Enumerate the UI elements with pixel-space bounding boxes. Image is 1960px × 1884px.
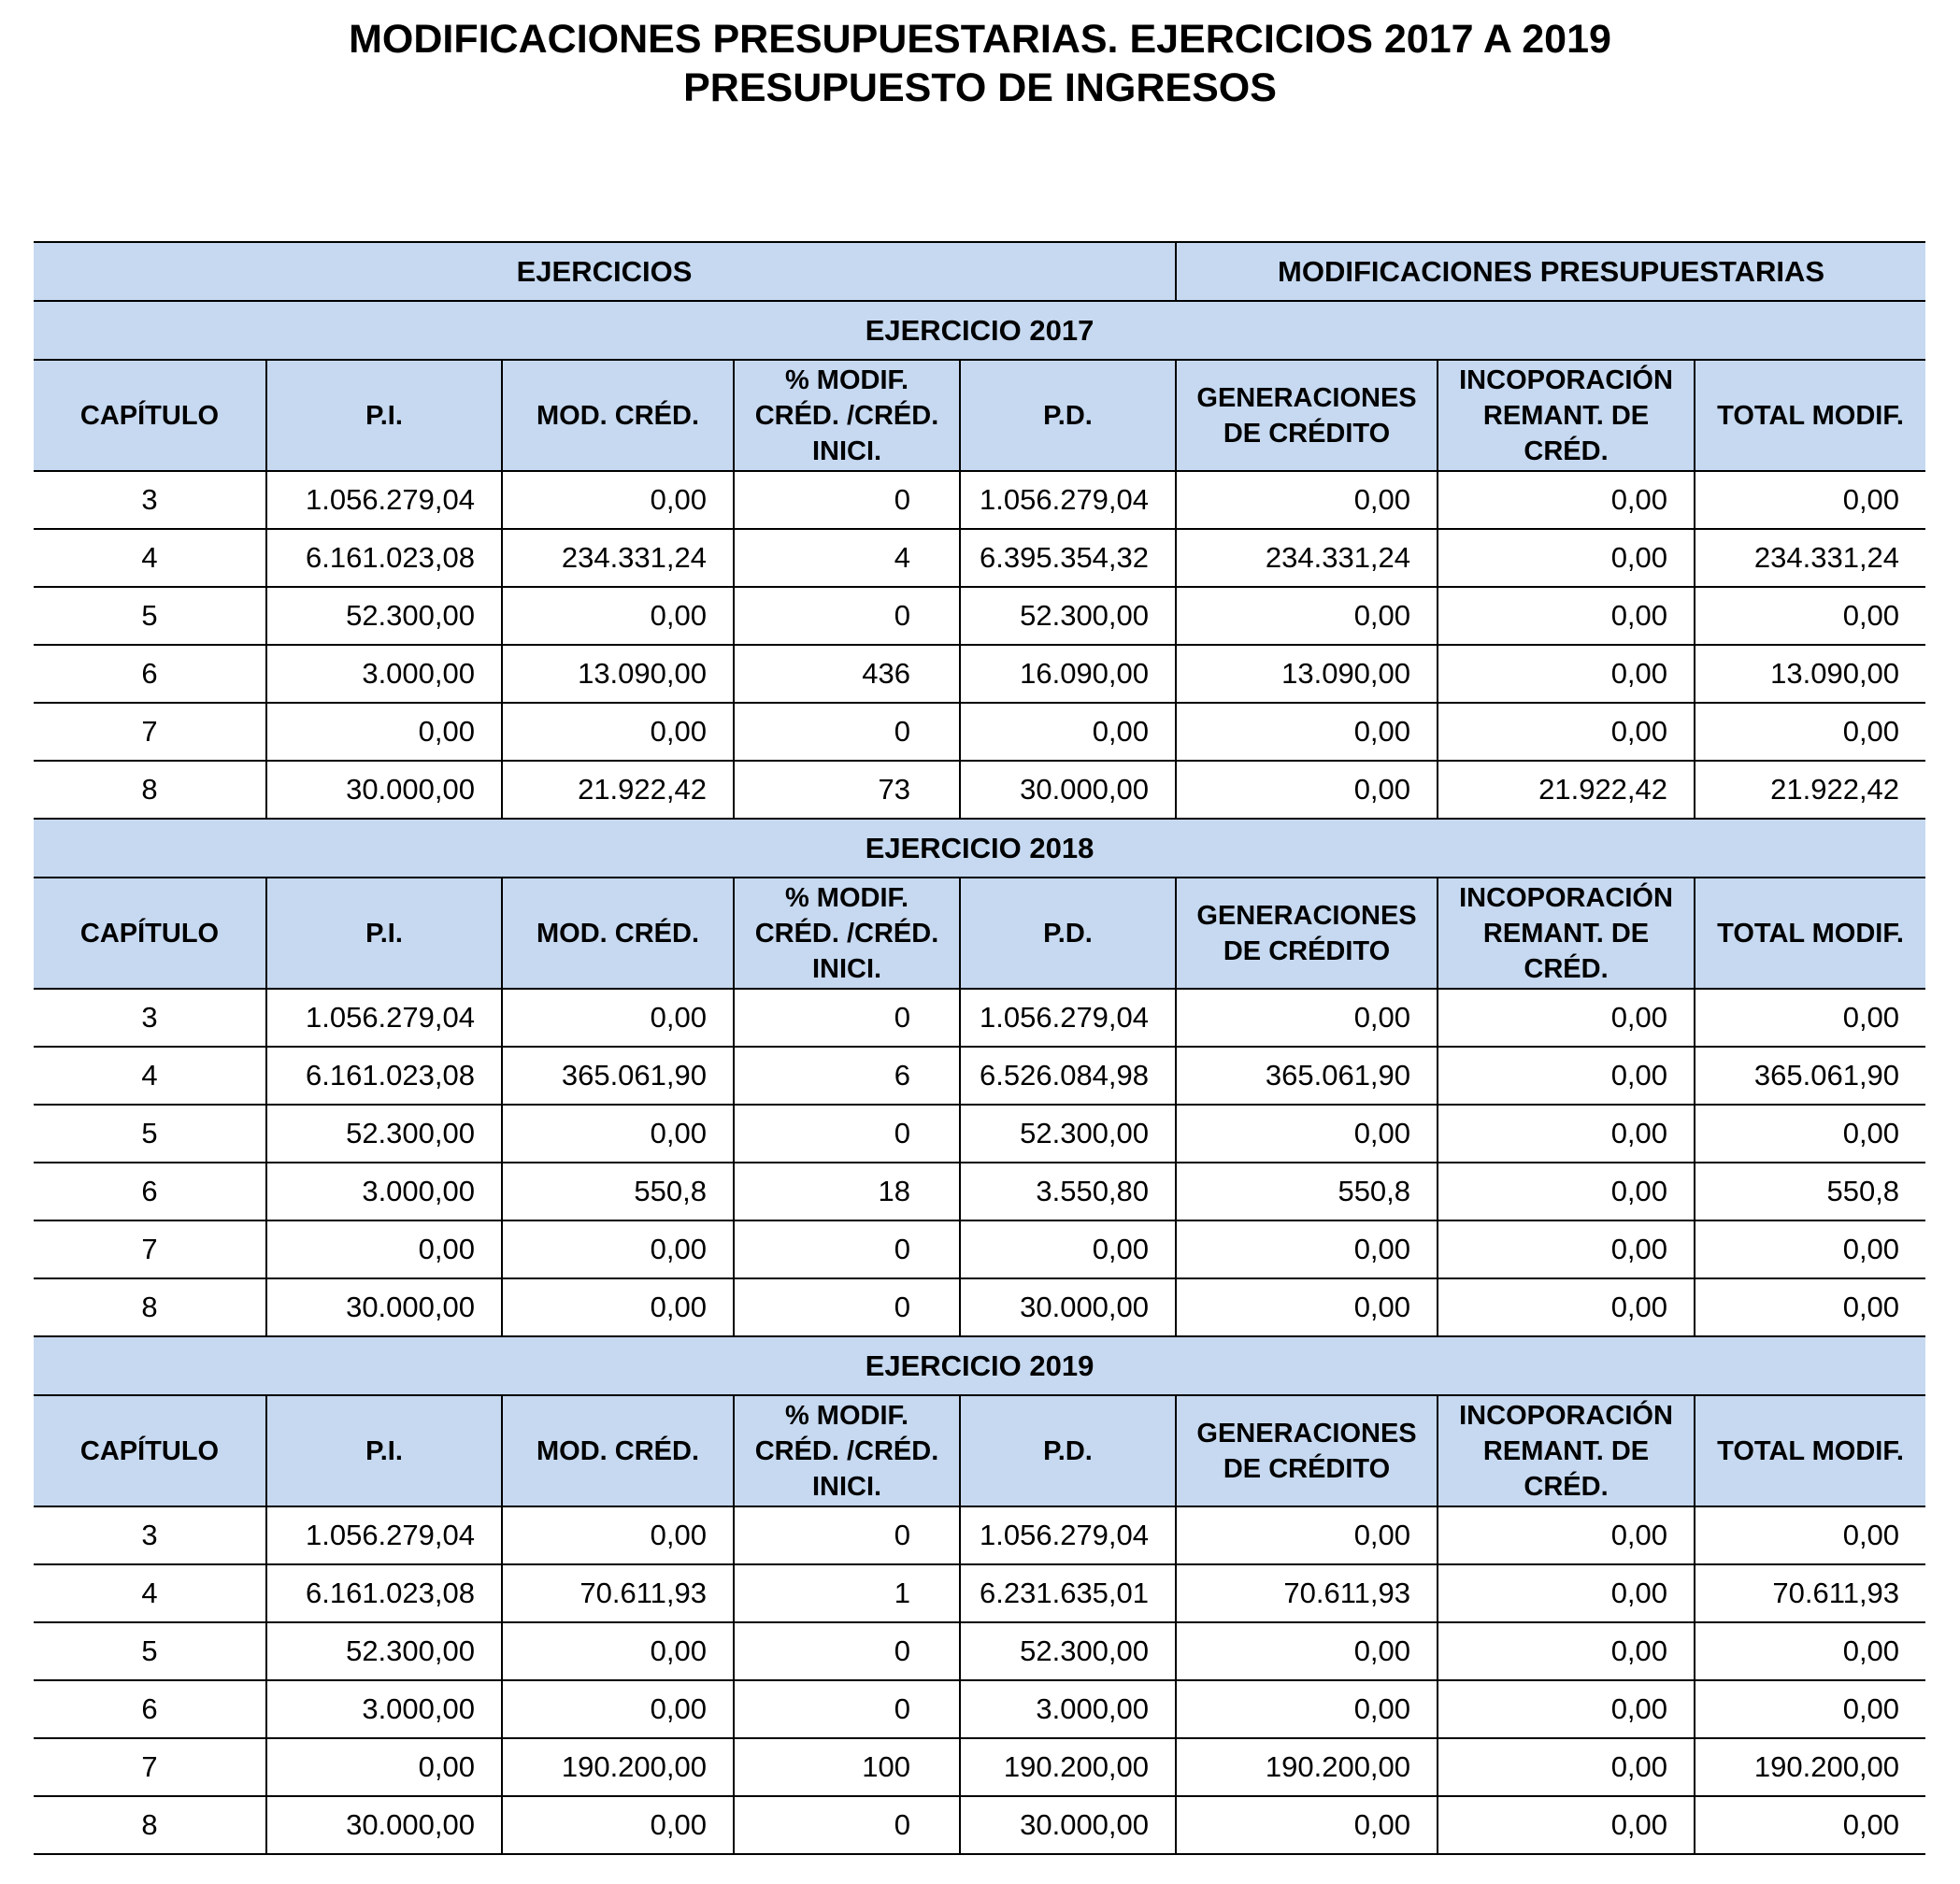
cell-capitulo: 6	[34, 645, 266, 703]
cell-pi: 1.056.279,04	[266, 471, 502, 529]
cell-generaciones: 0,00	[1176, 1796, 1438, 1854]
cell-capitulo: 4	[34, 529, 266, 587]
cell-generaciones: 0,00	[1176, 1506, 1438, 1564]
cell-mod-cred: 0,00	[502, 587, 734, 645]
col-pi: P.I.	[266, 878, 502, 989]
cell-generaciones: 0,00	[1176, 587, 1438, 645]
col-generaciones	[1176, 360, 1438, 471]
cell-generaciones: 0,00	[1176, 471, 1438, 529]
cell-pct-modif: 73	[734, 761, 960, 819]
cell-pd: 30.000,00	[960, 1796, 1176, 1854]
col-gen-line-1: GENERACIONES	[1196, 382, 1417, 413]
cell-total-modif: 70.611,93	[1695, 1564, 1925, 1622]
cell-total-modif: 0,00	[1695, 989, 1925, 1047]
cell-pi: 0,00	[266, 703, 502, 761]
cell-pi: 0,00	[266, 1220, 502, 1278]
cell-generaciones: 0,00	[1176, 989, 1438, 1047]
table-row	[34, 703, 1925, 761]
cell-pi: 30.000,00	[266, 1796, 502, 1854]
col-inc-line-2: REMANT. DE	[1482, 918, 1650, 949]
cell-mod-cred: 0,00	[502, 1506, 734, 1564]
year-label: EJERCICIO 2017	[34, 301, 1925, 360]
cell-incorporacion: 0,00	[1438, 1278, 1695, 1336]
cell-pct-modif: 0	[734, 1622, 960, 1680]
col-incorporacion	[1438, 360, 1695, 471]
cell-incorporacion: 0,00	[1438, 1105, 1695, 1163]
cell-capitulo: 7	[34, 703, 266, 761]
cell-pd: 6.231.635,01	[960, 1564, 1176, 1622]
cell-mod-cred: 0,00	[502, 1680, 734, 1738]
cell-generaciones: 0,00	[1176, 1105, 1438, 1163]
col-total-modif: TOTAL MODIF.	[1695, 1395, 1925, 1506]
col-incorporacion	[1438, 1395, 1695, 1506]
cell-mod-cred: 0,00	[502, 1796, 734, 1854]
cell-incorporacion: 0,00	[1438, 1163, 1695, 1220]
cell-mod-cred: 0,00	[502, 1622, 734, 1680]
cell-pi: 6.161.023,08	[266, 1564, 502, 1622]
cell-pd: 0,00	[960, 1220, 1176, 1278]
table-row	[34, 529, 1925, 587]
table-row	[34, 1278, 1925, 1336]
col-total-modif: TOTAL MODIF.	[1695, 360, 1925, 471]
cell-capitulo: 5	[34, 587, 266, 645]
col-inc-line-1: INCOPORACIÓN	[1459, 882, 1673, 913]
title-line-1: MODIFICACIONES PRESUPUESTARIAS. EJERCICIOS 2017 A 2019	[349, 17, 1611, 62]
cell-generaciones: 365.061,90	[1176, 1047, 1438, 1105]
cell-generaciones: 550,8	[1176, 1163, 1438, 1220]
column-header-row	[34, 360, 1925, 471]
cell-mod-cred: 0,00	[502, 989, 734, 1047]
cell-capitulo: 8	[34, 1278, 266, 1336]
cell-incorporacion: 0,00	[1438, 989, 1695, 1047]
col-pct-line-1: % MODIF.	[784, 364, 909, 395]
col-generaciones	[1176, 1395, 1438, 1506]
cell-pct-modif: 6	[734, 1047, 960, 1105]
cell-incorporacion: 0,00	[1438, 703, 1695, 761]
cell-pct-modif: 100	[734, 1738, 960, 1796]
cell-pct-modif: 0	[734, 1105, 960, 1163]
cell-incorporacion: 0,00	[1438, 645, 1695, 703]
col-gen-line-2: DE CRÉDITO	[1223, 935, 1391, 966]
cell-pct-modif: 0	[734, 471, 960, 529]
cell-pi: 3.000,00	[266, 645, 502, 703]
col-capitulo: CAPÍTULO	[34, 1395, 266, 1506]
col-pct-line-1: % MODIF.	[784, 1400, 909, 1431]
col-incorporacion	[1438, 878, 1695, 989]
cell-pct-modif: 18	[734, 1163, 960, 1220]
cell-pd: 30.000,00	[960, 1278, 1176, 1336]
col-pi: P.I.	[266, 1395, 502, 1506]
cell-pi: 52.300,00	[266, 1105, 502, 1163]
cell-pi: 52.300,00	[266, 1622, 502, 1680]
cell-total-modif: 0,00	[1695, 1105, 1925, 1163]
col-pct-line-2: CRÉD. /CRÉD.	[754, 400, 939, 431]
cell-pct-modif: 0	[734, 1796, 960, 1854]
cell-total-modif: 0,00	[1695, 587, 1925, 645]
cell-mod-cred: 0,00	[502, 471, 734, 529]
cell-total-modif: 13.090,00	[1695, 645, 1925, 703]
cell-total-modif: 0,00	[1695, 1220, 1925, 1278]
cell-pct-modif: 1	[734, 1564, 960, 1622]
cell-pct-modif: 436	[734, 645, 960, 703]
col-gen-line-1: GENERACIONES	[1196, 900, 1417, 931]
cell-incorporacion: 0,00	[1438, 471, 1695, 529]
top-header-row	[34, 242, 1925, 301]
cell-pi: 3.000,00	[266, 1163, 502, 1220]
cell-generaciones: 0,00	[1176, 1278, 1438, 1336]
cell-pd: 52.300,00	[960, 587, 1176, 645]
cell-pd: 1.056.279,04	[960, 1506, 1176, 1564]
cell-pd: 16.090,00	[960, 645, 1176, 703]
cell-pct-modif: 0	[734, 587, 960, 645]
col-pi: P.I.	[266, 360, 502, 471]
cell-total-modif: 0,00	[1695, 1622, 1925, 1680]
cell-pd: 0,00	[960, 703, 1176, 761]
header-ejercicios: EJERCICIOS	[34, 242, 1176, 301]
year-band-2018	[34, 819, 1925, 878]
cell-incorporacion: 0,00	[1438, 1622, 1695, 1680]
table-row	[34, 1047, 1925, 1105]
year-band-2017	[34, 301, 1925, 360]
col-mod-cred: MOD. CRÉD.	[502, 360, 734, 471]
cell-incorporacion: 0,00	[1438, 1220, 1695, 1278]
cell-incorporacion: 0,00	[1438, 1047, 1695, 1105]
cell-capitulo: 6	[34, 1680, 266, 1738]
cell-incorporacion: 0,00	[1438, 587, 1695, 645]
table-row	[34, 1163, 1925, 1220]
col-capitulo: CAPÍTULO	[34, 878, 266, 989]
cell-pi: 1.056.279,04	[266, 1506, 502, 1564]
cell-generaciones: 234.331,24	[1176, 529, 1438, 587]
cell-generaciones: 13.090,00	[1176, 645, 1438, 703]
col-mod-cred: MOD. CRÉD.	[502, 878, 734, 989]
cell-pct-modif: 0	[734, 703, 960, 761]
table-row	[34, 471, 1925, 529]
cell-capitulo: 3	[34, 989, 266, 1047]
table-row	[34, 1564, 1925, 1622]
col-total-modif: TOTAL MODIF.	[1695, 878, 1925, 989]
cell-total-modif: 0,00	[1695, 703, 1925, 761]
page-title	[0, 15, 1960, 112]
cell-pi: 6.161.023,08	[266, 1047, 502, 1105]
cell-pi: 3.000,00	[266, 1680, 502, 1738]
table-row	[34, 761, 1925, 819]
cell-pd: 6.526.084,98	[960, 1047, 1176, 1105]
cell-capitulo: 3	[34, 1506, 266, 1564]
cell-incorporacion: 0,00	[1438, 1796, 1695, 1854]
cell-total-modif: 0,00	[1695, 1796, 1925, 1854]
cell-pd: 6.395.354,32	[960, 529, 1176, 587]
cell-pct-modif: 0	[734, 1220, 960, 1278]
col-pct-modif	[734, 360, 960, 471]
col-pct-modif	[734, 1395, 960, 1506]
table-row	[34, 1506, 1925, 1564]
cell-total-modif: 190.200,00	[1695, 1738, 1925, 1796]
cell-mod-cred: 550,8	[502, 1163, 734, 1220]
cell-mod-cred: 0,00	[502, 1220, 734, 1278]
col-inc-line-2: REMANT. DE	[1482, 1435, 1650, 1466]
col-pd: P.D.	[960, 878, 1176, 989]
cell-capitulo: 4	[34, 1047, 266, 1105]
col-gen-line-1: GENERACIONES	[1196, 1418, 1417, 1449]
cell-mod-cred: 0,00	[502, 703, 734, 761]
cell-pi: 1.056.279,04	[266, 989, 502, 1047]
cell-pi: 0,00	[266, 1738, 502, 1796]
cell-mod-cred: 190.200,00	[502, 1738, 734, 1796]
cell-capitulo: 3	[34, 471, 266, 529]
col-pct-line-2: CRÉD. /CRÉD.	[754, 1435, 939, 1466]
cell-mod-cred: 13.090,00	[502, 645, 734, 703]
cell-pi: 30.000,00	[266, 761, 502, 819]
cell-mod-cred: 70.611,93	[502, 1564, 734, 1622]
table-row	[34, 645, 1925, 703]
cell-pd: 190.200,00	[960, 1738, 1176, 1796]
table-row	[34, 1105, 1925, 1163]
cell-capitulo: 4	[34, 1564, 266, 1622]
cell-incorporacion: 21.922,42	[1438, 761, 1695, 819]
table-row	[34, 587, 1925, 645]
table-row	[34, 1680, 1925, 1738]
cell-pi: 52.300,00	[266, 587, 502, 645]
column-header-row	[34, 1395, 1925, 1506]
col-inc-line-2: REMANT. DE	[1482, 400, 1650, 431]
col-pct-modif	[734, 878, 960, 989]
cell-mod-cred: 365.061,90	[502, 1047, 734, 1105]
cell-incorporacion: 0,00	[1438, 1564, 1695, 1622]
cell-mod-cred: 0,00	[502, 1105, 734, 1163]
cell-pct-modif: 0	[734, 1278, 960, 1336]
col-inc-line-3: CRÉD.	[1524, 1471, 1609, 1502]
cell-total-modif: 0,00	[1695, 1680, 1925, 1738]
cell-pd: 1.056.279,04	[960, 471, 1176, 529]
cell-pi: 30.000,00	[266, 1278, 502, 1336]
year-label: EJERCICIO 2019	[34, 1336, 1925, 1395]
col-mod-cred: MOD. CRÉD.	[502, 1395, 734, 1506]
cell-incorporacion: 0,00	[1438, 1506, 1695, 1564]
col-generaciones	[1176, 878, 1438, 989]
cell-total-modif: 550,8	[1695, 1163, 1925, 1220]
cell-pct-modif: 0	[734, 1680, 960, 1738]
col-gen-line-2: DE CRÉDITO	[1223, 1453, 1391, 1484]
cell-generaciones: 190.200,00	[1176, 1738, 1438, 1796]
cell-incorporacion: 0,00	[1438, 529, 1695, 587]
cell-pd: 3.000,00	[960, 1680, 1176, 1738]
cell-pd: 3.550,80	[960, 1163, 1176, 1220]
cell-incorporacion: 0,00	[1438, 1680, 1695, 1738]
cell-total-modif: 21.922,42	[1695, 761, 1925, 819]
table-row	[34, 1220, 1925, 1278]
cell-total-modif: 0,00	[1695, 1506, 1925, 1564]
cell-generaciones: 70.611,93	[1176, 1564, 1438, 1622]
title-line-2: PRESUPUESTO DE INGRESOS	[683, 65, 1277, 110]
cell-pd: 30.000,00	[960, 761, 1176, 819]
cell-capitulo: 7	[34, 1738, 266, 1796]
column-header-row	[34, 878, 1925, 989]
table-row	[34, 1738, 1925, 1796]
col-inc-line-3: CRÉD.	[1524, 435, 1609, 466]
cell-pct-modif: 0	[734, 989, 960, 1047]
cell-generaciones: 0,00	[1176, 1220, 1438, 1278]
col-pct-line-3: INICI.	[811, 953, 882, 984]
col-pd: P.D.	[960, 1395, 1176, 1506]
cell-capitulo: 8	[34, 761, 266, 819]
cell-capitulo: 5	[34, 1105, 266, 1163]
col-pct-line-1: % MODIF.	[784, 882, 909, 913]
cell-total-modif: 365.061,90	[1695, 1047, 1925, 1105]
budget-modifications-table	[34, 241, 1925, 1855]
col-inc-line-3: CRÉD.	[1524, 953, 1609, 984]
col-pd: P.D.	[960, 360, 1176, 471]
cell-pd: 52.300,00	[960, 1622, 1176, 1680]
cell-mod-cred: 234.331,24	[502, 529, 734, 587]
cell-pd: 52.300,00	[960, 1105, 1176, 1163]
cell-pd: 1.056.279,04	[960, 989, 1176, 1047]
col-pct-line-3: INICI.	[811, 435, 882, 466]
cell-pct-modif: 0	[734, 1506, 960, 1564]
col-inc-line-1: INCOPORACIÓN	[1459, 1400, 1673, 1431]
cell-pct-modif: 4	[734, 529, 960, 587]
cell-generaciones: 0,00	[1176, 703, 1438, 761]
header-modificaciones: MODIFICACIONES PRESUPUESTARIAS	[1176, 242, 1925, 301]
cell-capitulo: 5	[34, 1622, 266, 1680]
table-row	[34, 989, 1925, 1047]
cell-mod-cred: 0,00	[502, 1278, 734, 1336]
cell-generaciones: 0,00	[1176, 1622, 1438, 1680]
cell-total-modif: 0,00	[1695, 471, 1925, 529]
cell-incorporacion: 0,00	[1438, 1738, 1695, 1796]
cell-mod-cred: 21.922,42	[502, 761, 734, 819]
cell-generaciones: 0,00	[1176, 1680, 1438, 1738]
col-gen-line-2: DE CRÉDITO	[1223, 418, 1391, 449]
cell-total-modif: 0,00	[1695, 1278, 1925, 1336]
col-pct-line-3: INICI.	[811, 1471, 882, 1502]
year-label: EJERCICIO 2018	[34, 819, 1925, 878]
cell-generaciones: 0,00	[1176, 761, 1438, 819]
table-row	[34, 1796, 1925, 1854]
table-row	[34, 1622, 1925, 1680]
col-pct-line-2: CRÉD. /CRÉD.	[754, 918, 939, 949]
col-inc-line-1: INCOPORACIÓN	[1459, 364, 1673, 395]
cell-pi: 6.161.023,08	[266, 529, 502, 587]
cell-total-modif: 234.331,24	[1695, 529, 1925, 587]
year-band-2019	[34, 1336, 1925, 1395]
cell-capitulo: 6	[34, 1163, 266, 1220]
col-capitulo: CAPÍTULO	[34, 360, 266, 471]
cell-capitulo: 8	[34, 1796, 266, 1854]
cell-capitulo: 7	[34, 1220, 266, 1278]
